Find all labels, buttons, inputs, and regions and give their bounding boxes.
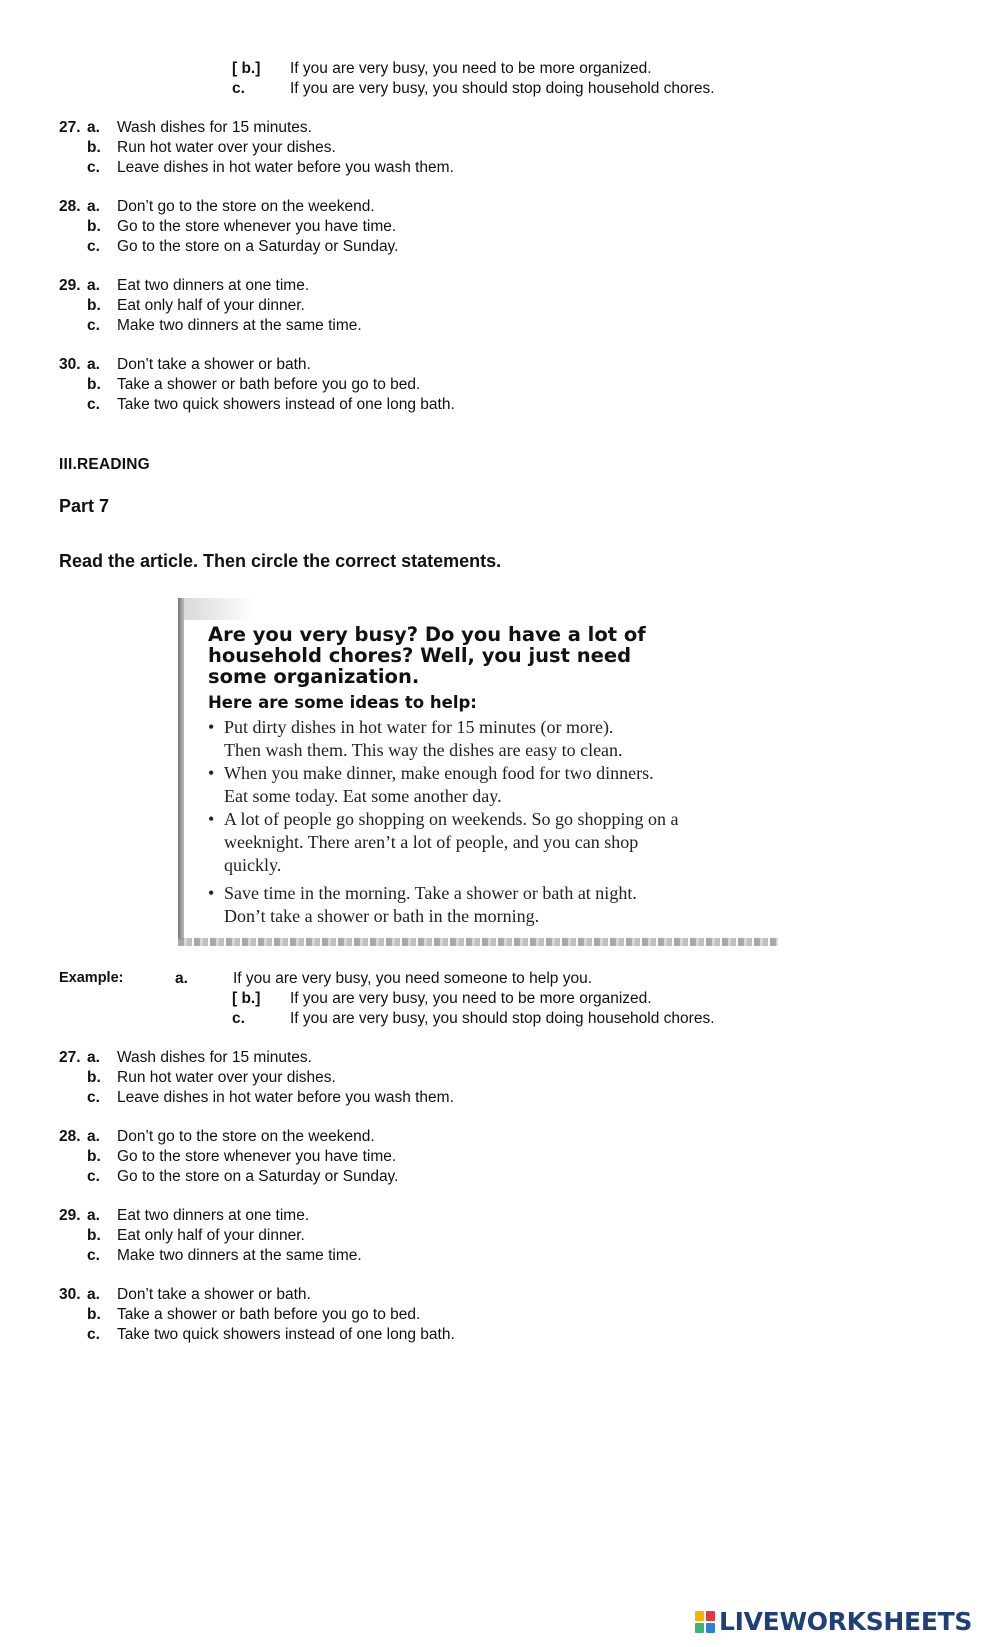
option-text: Don’t go to the store on the weekend. (117, 198, 375, 215)
option-c[interactable] (59, 1326, 559, 1346)
question-number: 29. (59, 277, 81, 294)
article-bullet (208, 882, 768, 928)
article-left-edge (178, 598, 184, 940)
example-option-c (232, 1010, 792, 1030)
option-b[interactable] (59, 1306, 559, 1326)
article-image (178, 598, 778, 950)
option-b[interactable] (59, 139, 559, 159)
option-label: b. (87, 1069, 101, 1086)
option-a[interactable] (59, 1049, 559, 1069)
option-text: Eat two dinners at one time. (117, 277, 310, 294)
option-text: Take a shower or bath before you go to bed. (117, 376, 421, 393)
option-c[interactable] (59, 1168, 559, 1188)
option-label: c. (232, 1010, 245, 1027)
article-subheading: Here are some ideas to help: (208, 693, 477, 712)
bullet-line: weeknight. There aren’t a lot of people, and you can shop (224, 832, 639, 852)
option-label: b. (87, 1148, 101, 1165)
option-label: a. (87, 277, 100, 294)
option-b[interactable] (59, 297, 559, 317)
option-text: Make two dinners at the same time. (117, 317, 362, 334)
option-text: Don’t take a shower or bath. (117, 1286, 311, 1303)
option-b[interactable] (59, 1148, 559, 1168)
bullet-icon: • (208, 717, 215, 737)
option-c[interactable] (59, 238, 559, 258)
question-number: 30. (59, 356, 81, 373)
example-option-a (175, 970, 795, 990)
article-shade (184, 598, 254, 620)
part-title: Part 7 (59, 496, 110, 516)
option-text: Run hot water over your dishes. (117, 1069, 336, 1086)
option-label: c. (87, 1089, 100, 1106)
option-b[interactable] (59, 218, 559, 238)
article-torn-edge (178, 938, 778, 946)
option-text: If you are very busy, you should stop doing household chores. (290, 80, 715, 97)
option-label: [ b.] (232, 60, 261, 77)
question-number: 28. (59, 1128, 81, 1145)
example-option-b (232, 990, 792, 1010)
option-label: a. (87, 1286, 100, 1303)
option-c[interactable] (59, 396, 559, 416)
bullet-line: Then wash them. This way the dishes are easy to clean. (224, 740, 623, 760)
option-text: If you are very busy, you need to be more organized. (290, 60, 652, 77)
question-number: 30. (59, 1286, 81, 1303)
option-a[interactable] (59, 356, 559, 376)
option-label: c. (87, 1168, 100, 1185)
option-text: Take two quick showers instead of one long bath. (117, 396, 455, 413)
option-text: Wash dishes for 15 minutes. (117, 1049, 312, 1066)
option-text: Take two quick showers instead of one long bath. (117, 1326, 455, 1343)
option-label: c. (232, 80, 245, 97)
option-text: Eat two dinners at one time. (117, 1207, 310, 1224)
option-label: c. (87, 1326, 100, 1343)
logo-square-icon (706, 1611, 715, 1621)
option-label: c. (87, 159, 100, 176)
option-text: Go to the store on a Saturday or Sunday. (117, 1168, 399, 1185)
option-label: a. (87, 1207, 100, 1224)
option-a[interactable] (59, 119, 559, 139)
option-text: Eat only half of your dinner. (117, 1227, 305, 1244)
headline-line: household chores? Well, you just need (208, 644, 632, 667)
bullet-icon: • (208, 809, 215, 829)
option-label: [ b.] (232, 990, 261, 1007)
option-text: Don’t go to the store on the weekend. (117, 1128, 375, 1145)
option-label: b. (87, 139, 101, 156)
option-label: b. (87, 297, 101, 314)
article-bullet (208, 762, 768, 808)
option-text: Go to the store on a Saturday or Sunday. (117, 238, 399, 255)
bullet-line: A lot of people go shopping on weekends. So go shopping on a (224, 809, 679, 829)
question-number: 29. (59, 1207, 81, 1224)
option-c[interactable] (59, 1247, 559, 1267)
option-label: a. (87, 1128, 100, 1145)
instruction: Read the article. Then circle the correct statements. (59, 551, 502, 571)
option-label: a. (87, 198, 100, 215)
option-label: a. (87, 119, 100, 136)
bullet-line: Put dirty dishes in hot water for 15 minutes (or more). (224, 717, 614, 737)
option-text: Run hot water over your dishes. (117, 139, 336, 156)
top-example-option-c (232, 80, 792, 100)
option-text: Don’t take a shower or bath. (117, 356, 311, 373)
option-b[interactable] (59, 1069, 559, 1089)
option-label: c. (87, 396, 100, 413)
option-text: Go to the store whenever you have time. (117, 218, 397, 235)
option-label: b. (87, 376, 101, 393)
option-text: Leave dishes in hot water before you wash them. (117, 159, 454, 176)
liveworksheets-logo-icon (695, 1611, 715, 1633)
example-label: Example: (59, 970, 124, 986)
bullet-icon: • (208, 763, 215, 783)
headline-line: some organization. (208, 665, 420, 688)
question-number: 28. (59, 198, 81, 215)
bullet-line: Save time in the morning. Take a shower or bath at night. (224, 883, 637, 903)
bullet-line: Don’t take a shower or bath in the morning. (224, 906, 540, 926)
option-label: c. (87, 238, 100, 255)
option-text: Eat only half of your dinner. (117, 297, 305, 314)
bullet-line: quickly. (224, 855, 282, 875)
option-text: If you are very busy, you need to be more organized. (290, 990, 652, 1007)
option-label: a. (175, 970, 188, 987)
option-a[interactable] (59, 1207, 559, 1227)
option-label: c. (87, 317, 100, 334)
option-a[interactable] (59, 277, 559, 297)
option-label: a. (87, 356, 100, 373)
bullet-icon: • (208, 883, 215, 903)
option-text: If you are very busy, you need someone to help you. (233, 970, 593, 987)
option-text: If you are very busy, you should stop doing household chores. (290, 1010, 715, 1027)
option-label: b. (87, 1306, 101, 1323)
option-label: c. (87, 1247, 100, 1264)
option-c[interactable] (59, 159, 559, 179)
option-text: Go to the store whenever you have time. (117, 1148, 397, 1165)
option-c[interactable] (59, 1089, 559, 1109)
logo-square-icon (706, 1623, 715, 1633)
article-bullet (208, 716, 768, 762)
option-label: b. (87, 218, 101, 235)
option-a[interactable] (59, 1128, 559, 1148)
logo-square-icon (695, 1611, 704, 1621)
question-number: 27. (59, 1049, 81, 1066)
article-headline (208, 624, 768, 687)
option-b[interactable] (59, 1227, 559, 1247)
option-text: Take a shower or bath before you go to bed. (117, 1306, 421, 1323)
option-label: a. (87, 1049, 100, 1066)
option-text: Wash dishes for 15 minutes. (117, 119, 312, 136)
headline-line: Are you very busy? Do you have a lot of (208, 623, 646, 646)
top-example-option-b (232, 60, 792, 80)
section-title: III.READING (59, 456, 150, 473)
option-b[interactable] (59, 376, 559, 396)
option-c[interactable] (59, 317, 559, 337)
article-bullet (208, 808, 768, 877)
option-label: b. (87, 1227, 101, 1244)
option-text: Leave dishes in hot water before you wash them. (117, 1089, 454, 1106)
bullet-line: When you make dinner, make enough food for two dinners. (224, 763, 654, 783)
bullet-line: Eat some today. Eat some another day. (224, 786, 502, 806)
option-a[interactable] (59, 198, 559, 218)
logo-square-icon (695, 1623, 704, 1633)
question-number: 27. (59, 119, 81, 136)
logo-text: LIVEWORKSHEETS (719, 1607, 973, 1636)
option-text: Make two dinners at the same time. (117, 1247, 362, 1264)
option-a[interactable] (59, 1286, 559, 1306)
